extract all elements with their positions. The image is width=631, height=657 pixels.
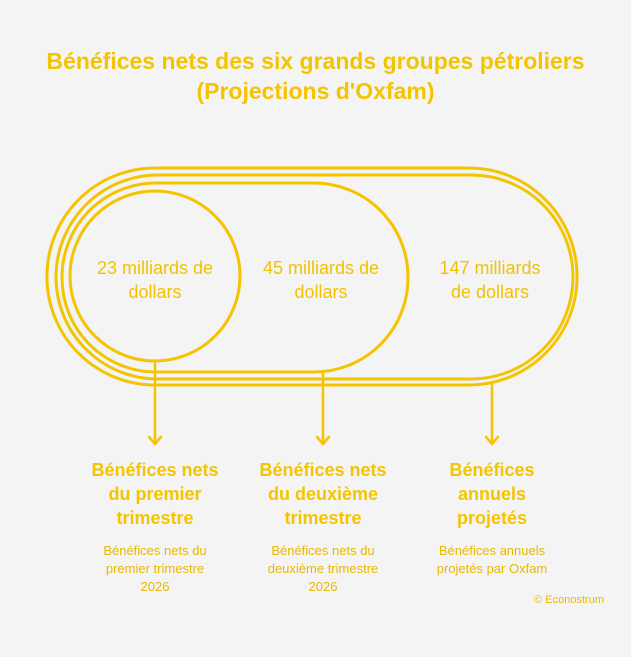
value-label-annual-line-1: 147 milliards [439, 258, 541, 278]
stage-q1-title-line-1: Bénéfices nets [91, 460, 219, 480]
stage-q2-caption [238, 458, 408, 596]
stage-q1-title-line-3: trimestre [116, 508, 194, 528]
stage-q1-description-line-2: premier trimestre [105, 561, 205, 576]
stage-annual-description [407, 542, 577, 578]
stage-q1-description-line-3: 2026 [140, 579, 170, 594]
value-label-q2-line-1: 45 milliards de [262, 258, 380, 278]
stage-annual-caption [407, 458, 577, 578]
stage-q1-title-line-2: du premier [108, 484, 202, 504]
value-label-annual-line-2: de dollars [450, 282, 530, 302]
title-line-2: (Projections d'Oxfam) [196, 78, 435, 104]
stage-q1-description-line-1: Bénéfices nets du [103, 543, 207, 558]
arrow-annual [486, 384, 498, 444]
stage-q2-description-line-1: Bénéfices nets du [271, 543, 375, 558]
arrow-q2 [317, 372, 329, 444]
stage-q2-description [238, 542, 408, 596]
value-label-annual [415, 256, 565, 304]
value-label-q1 [80, 256, 230, 304]
stage-q2-title-line-1: Bénéfices nets [259, 460, 387, 480]
stage-annual-title [407, 458, 577, 530]
value-label-q2-line-2: dollars [294, 282, 348, 302]
stage-annual-title-line-2: annuels [457, 484, 527, 504]
stage-q2-title [238, 458, 408, 530]
stage-q2-title-line-3: trimestre [284, 508, 362, 528]
credit-text: © Econostrum [534, 594, 604, 606]
stage-annual-title-line-1: Bénéfices [449, 460, 535, 480]
value-label-q1-line-2: dollars [128, 282, 182, 302]
stage-q2-description-line-3: 2026 [308, 579, 338, 594]
stage-q2-description-line-2: deuxième trimestre [267, 561, 379, 576]
stage-q1-description [70, 542, 240, 596]
arrow-q1 [149, 362, 161, 444]
stage-annual-description-line-1: Bénéfices annuels [438, 543, 546, 558]
stage-annual-description-line-2: projetés par Oxfam [436, 561, 548, 576]
stage-annual-title-line-3: projetés [456, 508, 528, 528]
stage-q1-title [70, 458, 240, 530]
title-line-1: Bénéfices nets des six grands groupes pétroliers [46, 48, 585, 74]
value-label-q2 [246, 256, 396, 304]
stage-q1-caption [70, 458, 240, 596]
stage-q2-title-line-2: du deuxième [267, 484, 379, 504]
value-label-q1-line-1: 23 milliards de [96, 258, 214, 278]
